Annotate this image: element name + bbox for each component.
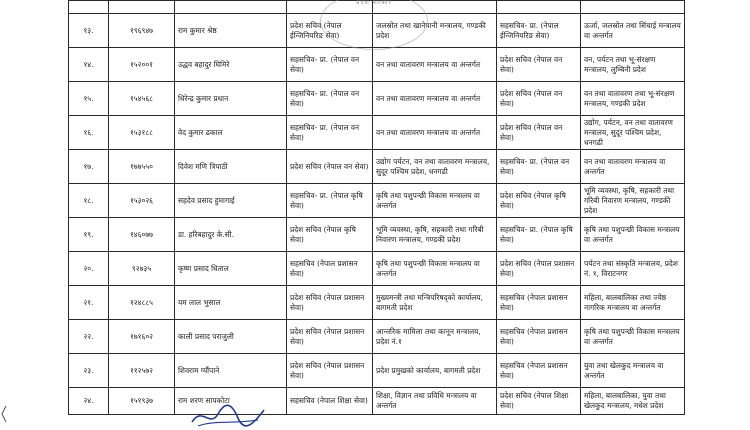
current-post-cell: प्रदेश सचिव (नेपाल वन सेवा) — [287, 150, 373, 184]
new-post-cell: सहसचिव- प्रा. (नेपाल वन सेवा) — [497, 150, 581, 184]
new-office-cell: युवा तथा खेलकुद मन्त्रालय वा अन्तर्गत — [581, 354, 685, 388]
table-row — [69, 184, 685, 218]
new-office-cell: कृषि तथा पशुपन्छी विकास मन्त्रालय वा अन्तर्गत — [581, 218, 685, 252]
table-row — [69, 286, 685, 320]
serial-number-cell — [69, 1, 109, 14]
current-office-cell: कृषि तथा पशुपन्छी विकास मन्त्रालय वा अन्तर्गत — [373, 184, 497, 218]
current-post-cell: सहसचिव (नेपाल शिक्षा सेवा) — [287, 388, 373, 415]
current-office-cell: शिक्षा, विज्ञान तथा प्रविधि मन्त्रालय वा अन्तर्गत — [373, 388, 497, 415]
current-office-cell: कृषि तथा पशुपन्छी विकास मन्त्रालय वा अन्तर्गत — [373, 252, 497, 286]
transfer-table — [68, 0, 685, 415]
serial-number-cell: २४. — [69, 388, 109, 415]
new-office-cell: वन, पर्यटन तथा भू-संरक्षण मन्त्रालय, लुम्बिनी प्रदेश — [581, 48, 685, 82]
new-office-cell: पर्यटन तथा संस्कृति मन्त्रालय, प्रदेश नं. १, विराटनगर — [581, 252, 685, 286]
serial-number-cell: २०. — [69, 252, 109, 286]
current-office-cell: वन तथा वातावरण मन्त्रालय वा अन्तर्गत — [373, 82, 497, 116]
serial-number-cell: १७. — [69, 150, 109, 184]
current-office-cell: उद्योग पर्यटन, वन तथा वातावरण मन्त्रालय, सुदूर पश्चिम प्रदेश, धनगढी — [373, 150, 497, 184]
employee-id-cell: ९२७३५ — [109, 252, 175, 286]
employee-id-cell: ११२५७२ — [109, 354, 175, 388]
current-post-cell: सहसचिव- प्रा. (नेपाल वन सेवा) — [287, 82, 373, 116]
table-row — [69, 354, 685, 388]
employee-name-cell: सहदेव प्रसाद हुमागाई — [175, 184, 287, 218]
new-post-cell: सहसचिव (नेपाल प्रशासन सेवा) — [497, 286, 581, 320]
seal-text: प्रदेश सरकार — [356, 0, 392, 6]
employee-name-cell: काली प्रसाद पराजुली — [175, 320, 287, 354]
employee-id-cell: १२४८८५ — [109, 286, 175, 320]
current-post-cell: प्रदेश सचिव (नेपाल प्रशासन सेवा) — [287, 320, 373, 354]
current-post-cell: सहसचिव- प्रा. (नेपाल वन सेवा) — [287, 116, 373, 150]
employee-name-cell: वेद कुमार ढकाल — [175, 116, 287, 150]
employee-id-cell — [109, 1, 175, 14]
current-post-cell: सहसचिव (नेपाल प्रशासन सेवा) — [287, 252, 373, 286]
new-post-cell: प्रदेश सचिव (नेपाल प्रशासन सेवा) — [497, 252, 581, 286]
current-post-cell: प्रदेश सचिव (नेपाल प्रशासन सेवा) — [287, 354, 373, 388]
employee-name-cell: राम शरण सापकोटा — [175, 388, 287, 415]
employee-name-cell — [175, 1, 287, 14]
new-post-cell: प्रदेश सचिव (नेपाल शिक्षा सेवा) — [497, 388, 581, 415]
new-office-cell — [581, 1, 685, 14]
employee-name-cell: यम लाल भुसाल — [175, 286, 287, 320]
current-office-cell: भूमि व्यवस्था, कृषि, सहकारी तथा गरिबी निवारण मन्त्रालय, गण्डकी प्रदेश — [373, 218, 497, 252]
transfer-table-document — [68, 0, 684, 430]
employee-id-cell: १५२००१ — [109, 48, 175, 82]
employee-name-cell: डा. हरिबहादुर के.सी. — [175, 218, 287, 252]
table-row — [69, 48, 685, 82]
current-post-cell: प्रदेश सचिव (नेपाल कृषि सेवा) — [287, 218, 373, 252]
current-post-cell: प्रदेश सचिव (नेपाल प्रशासन सेवा) — [287, 286, 373, 320]
employee-name-cell: राम कुमार श्रेष्ठ — [175, 14, 287, 48]
table-row — [69, 252, 685, 286]
margin-mark — [0, 405, 8, 423]
table-row — [69, 320, 685, 354]
new-post-cell: सहसचिव- प्रा. (नेपाल कृषि सेवा) — [497, 218, 581, 252]
table-row — [69, 150, 685, 184]
new-post-cell — [497, 1, 581, 14]
new-office-cell: महिला, बालबालिका तथा ज्येष्ठ नागरिक मन्त्रालय वा अन्तर्गत — [581, 286, 685, 320]
current-office-cell: प्रदेश प्रमुखको कार्यालय, बागमती प्रदेश — [373, 354, 497, 388]
new-post-cell: सहसचिव (नेपाल प्रशासन सेवा) — [497, 320, 581, 354]
employee-id-cell: १७१६०२ — [109, 320, 175, 354]
new-office-cell: कृषि तथा पशुपन्छी विकास मन्त्रालय वा अन्तर्गत — [581, 320, 685, 354]
employee-id-cell: १९६९४७ — [109, 14, 175, 48]
new-post-cell: प्रदेश सचिव (नेपाल वन सेवा) — [497, 82, 581, 116]
table-row — [69, 388, 685, 415]
table-row — [69, 82, 685, 116]
serial-number-cell: १६. — [69, 116, 109, 150]
employee-id-cell: १५४५६८ — [109, 82, 175, 116]
employee-id-cell: १७७५५० — [109, 150, 175, 184]
current-office-cell: वन तथा वातावरण मन्त्रालय वा अन्तर्गत — [373, 116, 497, 150]
serial-number-cell: १९. — [69, 218, 109, 252]
serial-number-cell: २१. — [69, 286, 109, 320]
table-row — [69, 218, 685, 252]
table-row — [69, 14, 685, 48]
current-office-cell: जलस्रोत तथा खानेपानी मन्त्रालय, गण्डकी प्रदेश — [373, 14, 497, 48]
serial-number-cell: २३. — [69, 354, 109, 388]
employee-id-cell: १४६०७७ — [109, 218, 175, 252]
employee-name-cell: उद्धव बहादुर घिमिरे — [175, 48, 287, 82]
new-office-cell: ऊर्जा, जलस्रोत तथा सिंचाई मन्त्रालय वा अन्तर्गत — [581, 14, 685, 48]
current-office-cell: वन तथा वातावरण मन्त्रालय वा अन्तर्गत — [373, 48, 497, 82]
new-office-cell: भूमि व्यवस्था, कृषि, सहकारी तथा गरिबी निवारण मन्त्रालय, गण्डकी प्रदेश — [581, 184, 685, 218]
employee-name-cell: दिवेश मणि त्रिपाठी — [175, 150, 287, 184]
new-post-cell: प्रदेश सचिव (नेपाल वन सेवा) — [497, 116, 581, 150]
new-post-cell: सहसचिव- प्रा. (नेपाल ईन्जिनियरिङ सेवा) — [497, 14, 581, 48]
table-row — [69, 116, 685, 150]
current-office-cell: मुख्यमन्त्री तथा मन्त्रिपरिषद्को कार्यालय, बागमती प्रदेश — [373, 286, 497, 320]
employee-id-cell: १५१९३७ — [109, 388, 175, 415]
new-office-cell: वन तथा वातावरण मन्त्रालय वा अन्तर्गत — [581, 150, 685, 184]
current-post-cell: प्रदेश सचिव (नेपाल ईन्जिनियरिङ सेवा) — [287, 14, 373, 48]
serial-number-cell: १८. — [69, 184, 109, 218]
serial-number-cell: १३. — [69, 14, 109, 48]
new-office-cell: महिला, बालबालिका, युवा तथा खेलकुद मन्त्रालय, मधेश प्रदेश — [581, 388, 685, 415]
employee-name-cell: कृष्ण प्रसाद धिताल — [175, 252, 287, 286]
current-office-cell: आन्तरिक मामिला तथा कानून मन्त्रालय, प्रदेश नं.१ — [373, 320, 497, 354]
employee-id-cell: १५३०२६ — [109, 184, 175, 218]
current-post-cell: सहसचिव- प्रा. (नेपाल कृषि सेवा) — [287, 184, 373, 218]
serial-number-cell: १५. — [69, 82, 109, 116]
serial-number-cell: १४. — [69, 48, 109, 82]
new-post-cell: प्रदेश सचिव (नेपाल कृषि सेवा) — [497, 184, 581, 218]
new-post-cell: प्रदेश सचिव (नेपाल वन सेवा) — [497, 48, 581, 82]
employee-id-cell: १५३१८८ — [109, 116, 175, 150]
new-post-cell: सहसचिव (नेपाल प्रशासन सेवा) — [497, 354, 581, 388]
current-post-cell: सहसचिव- प्रा. (नेपाल वन सेवा) — [287, 48, 373, 82]
new-office-cell: वन तथा वातावरण तथा भू-संरक्षण मन्त्रालय, गण्डकी प्रदेश — [581, 82, 685, 116]
employee-name-cell: धिरेन्द्र कुमार प्रधान — [175, 82, 287, 116]
employee-name-cell: शिवराम ग्यौंपाने — [175, 354, 287, 388]
serial-number-cell: २२. — [69, 320, 109, 354]
new-office-cell: उद्योग, पर्यटन, वन तथा वातावरण मन्त्रालय, सुदूर पश्चिम प्रदेश, धनगढी — [581, 116, 685, 150]
